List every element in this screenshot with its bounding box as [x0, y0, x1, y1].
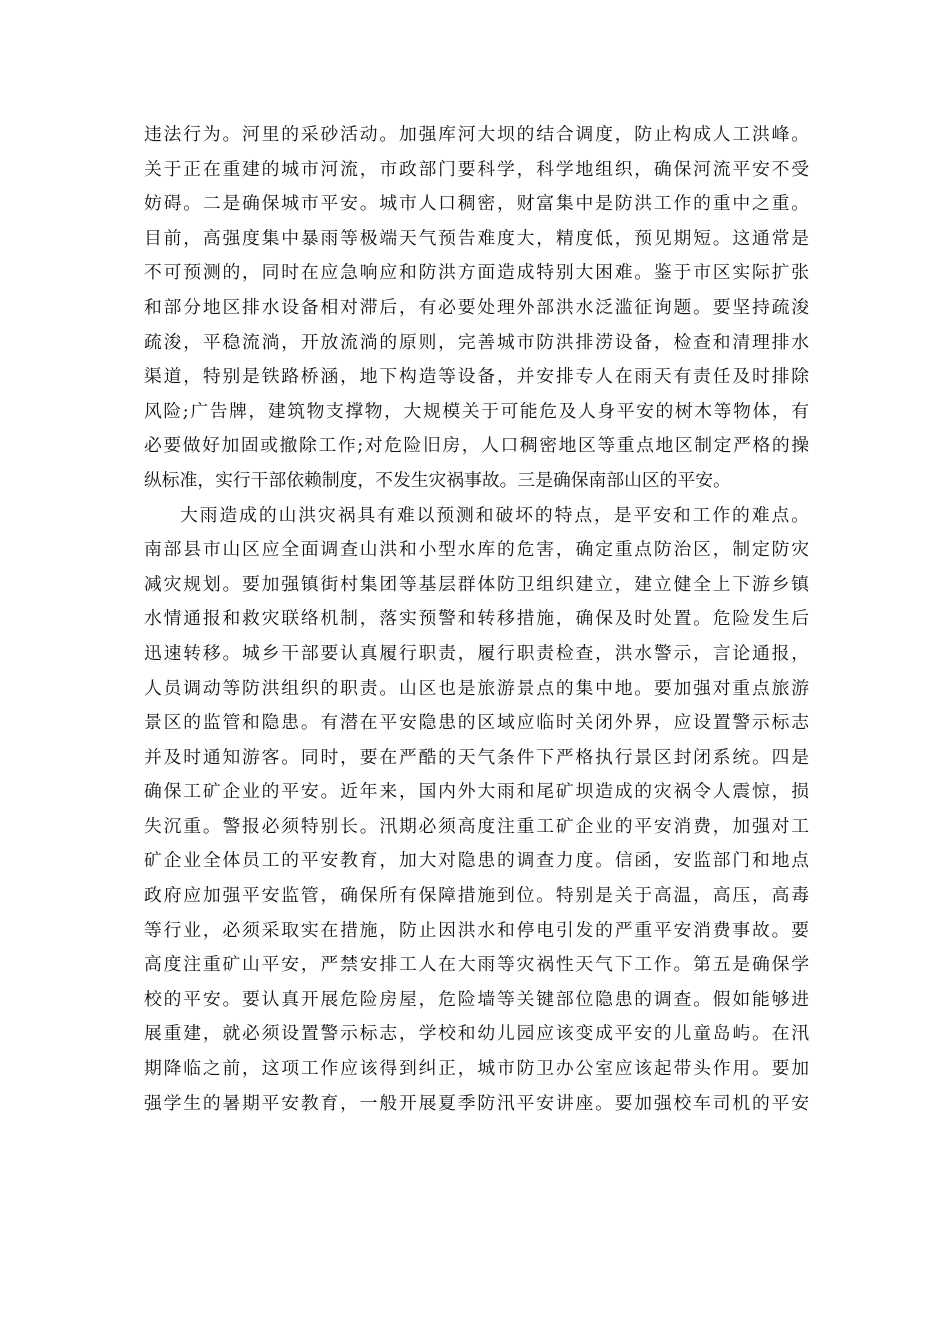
text-line: 不可预测的，同时在应急响应和防洪方面造成特别大困难。鉴于市区实际扩张: [144, 262, 809, 284]
text-line: 纵标准，实行干部依赖制度，不发生灾祸事故。三是确保南部山区的平安。: [144, 469, 731, 491]
text-line: 大雨造成的山洪灾祸具有难以预测和破坏的特点，是平安和工作的难点。: [180, 504, 809, 526]
text-line: 展重建，就必须设置警示标志，学校和幼儿园应该变成平安的儿童岛屿。在汛: [144, 1023, 809, 1045]
text-line: 南部县市山区应全面调查山洪和小型水库的危害，确定重点防治区，制定防灾: [144, 539, 809, 561]
text-line: 渠道，特别是铁路桥涵，地下构造等设备，并安排专人在雨天有责任及时排除: [144, 366, 809, 388]
text-line: 疏浚，平稳流淌，开放流淌的原则，完善城市防洪排涝设备，检查和清理排水: [144, 331, 809, 353]
text-line: 风险;广告牌，建筑物支撑物，大规模关于可能危及人身平安的树木等物体，有: [144, 400, 809, 422]
text-line: 强学生的暑期平安教育，一般开展夏季防汛平安讲座。要加强校车司机的平安: [144, 1092, 809, 1114]
body-text: [144, 118, 809, 1121]
text-line: 失沉重。警报必须特别长。汛期必须高度注重工矿企业的平安消费，加强对工: [144, 815, 809, 837]
text-line: 矿企业全体员工的平安教育，加大对隐患的调查力度。信函，安监部门和地点: [144, 850, 809, 872]
text-line: 妨碍。二是确保城市平安。城市人口稠密，财富集中是防洪工作的重中之重。: [144, 193, 809, 215]
text-line: 期降临之前，这项工作应该得到纠正，城市防卫办公室应该起带头作用。要加: [144, 1058, 809, 1080]
paragraph-1: [144, 118, 809, 499]
text-line: 违法行为。河里的采砂活动。加强库河大坝的结合调度，防止构成人工洪峰。: [144, 124, 809, 145]
text-line: 水情通报和救灾联络机制，落实预警和转移措施，确保及时处置。危险发生后: [144, 608, 809, 630]
paragraph-2: [144, 499, 809, 1122]
text-line: 迅速转移。城乡干部要认真履行职责，履行职责检查，洪水警示，言论通报，: [144, 642, 809, 664]
text-line: 关于正在重建的城市河流，市政部门要科学，科学地组织，确保河流平安不受: [144, 158, 809, 180]
text-line: 减灾规划。要加强镇街村集团等基层群体防卫组织建立，建立健全上下游乡镇: [144, 573, 809, 595]
text-line: 确保工矿企业的平安。近年来，国内外大雨和尾矿坝造成的灾祸令人震惊，损: [144, 781, 809, 803]
text-line: 和部分地区排水设备相对滞后，有必要处理外部洪水泛滥征询题。要坚持疏浚: [144, 296, 809, 318]
text-line: 人员调动等防洪组织的职责。山区也是旅游景点的集中地。要加强对重点旅游: [144, 677, 809, 699]
text-line: 等行业，必须采取实在措施，防止因洪水和停电引发的严重平安消费事故。要: [144, 919, 809, 941]
text-line: 并及时通知游客。同时，要在严酷的天气条件下严格执行景区封闭系统。四是: [144, 746, 809, 768]
text-line: 目前，高强度集中暴雨等极端天气预告难度大，精度低，预见期短。这通常是: [144, 227, 809, 249]
text-line: 高度注重矿山平安，严禁安排工人在大雨等灾祸性天气下工作。第五是确保学: [144, 954, 809, 976]
text-line: 校的平安。要认真开展危险房屋，危险墙等关键部位隐患的调查。假如能够进: [144, 988, 809, 1010]
text-line: 必要做好加固或撤除工作;对危险旧房，人口稠密地区等重点地区制定严格的操: [144, 435, 809, 457]
text-line: 景区的监管和隐患。有潜在平安隐患的区域应临时关闭外界，应设置警示标志: [144, 712, 809, 734]
text-line: 政府应加强平安监管，确保所有保障措施到位。特别是关于高温，高压，高毒: [144, 885, 809, 907]
